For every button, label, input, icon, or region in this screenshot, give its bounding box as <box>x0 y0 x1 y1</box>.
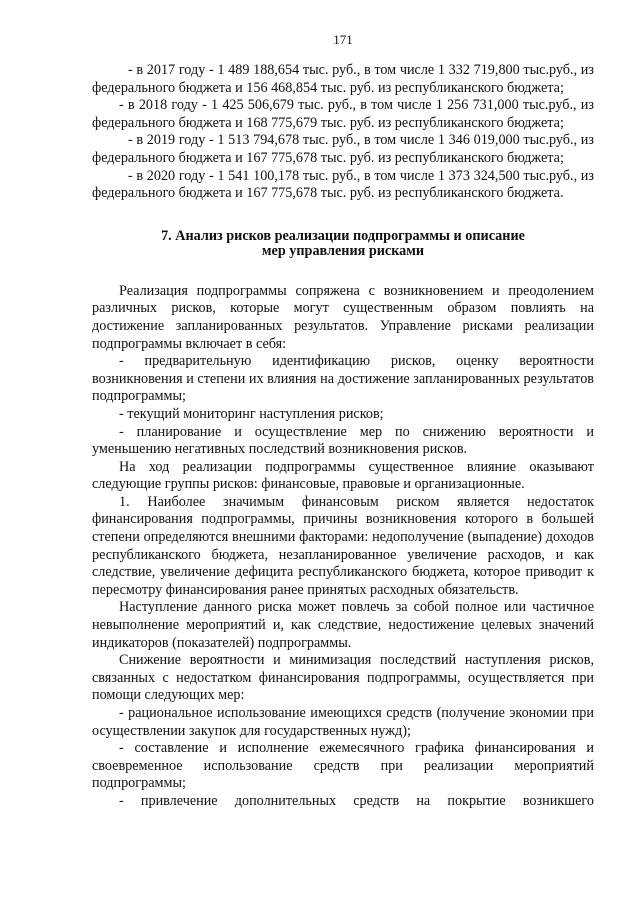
paragraph-consequences: Наступление данного риска может повлечь за собой полное или частичное невыполнение мероприятий и, как следствие, недостижение целевых значений индикаторов (показателей) подпрограммы. <box>92 599 594 651</box>
paragraph-financial-risk: 1. Наиболее значимым финансовым риском является недостаток финансирования подпрограммы, причины возникновения которого в большей степени определяются внешними факторами: недополучение (выпадение) доходов республиканского бюджета, незапланированное увеличение расходов, и как следствие, увеличение дефицита республиканского бюджета, которое приводит к пересмотру финансирования ранее принятых расходных обязательств. <box>92 493 594 598</box>
budget-line-2019: - в 2019 году - 1 513 794,678 тыс. руб., в том числе 1 346 019,000 тыс.руб., из федерального бюджета и 167 775,678 тыс. руб. из республиканского бюджета; <box>92 132 594 166</box>
page-number: 171 <box>333 32 353 47</box>
paragraph-risk-groups: На ход реализации подпрограммы существенное влияние оказывают следующие группы рисков: финансовые, правовые и организационные. <box>92 458 594 493</box>
list-item-rational-use: - рациональное использование имеющихся средств (получение экономии при осуществлении закупок для государственных нужд); <box>92 705 594 739</box>
list-item-schedule: - составление и исполнение ежемесячного графика финансирования и своевременное использование средств при реализации мероприятий подпрограммы; <box>92 740 594 792</box>
list-item-planning: - планирование и осуществление мер по снижению вероятности и уменьшению негативных последствий возникновения рисков. <box>92 423 594 458</box>
list-item-monitoring: - текущий мониторинг наступления рисков; <box>119 405 384 422</box>
budget-line-2018: - в 2018 году - 1 425 506,679 тыс. руб., в том числе 1 256 731,000 тыс.руб., из федерального бюджета и 168 775,679 тыс. руб. из республиканского бюджета; <box>92 97 594 131</box>
section-heading-line-1: 7. Анализ рисков реализации подпрограммы и описание <box>161 227 525 244</box>
list-item-identification: - предварительную идентификацию рисков, оценку вероятности возникновения и степени их влияния на достижение запланированных результатов подпрограммы; <box>92 353 594 405</box>
section-heading-line-2: мер управления рисками <box>261 242 425 259</box>
list-item-additional-funds: - привлечение дополнительных средств на покрытие возникшего <box>119 792 594 809</box>
budget-line-2020: - в 2020 году - 1 541 100,178 тыс. руб., в том числе 1 373 324,500 тыс.руб., из федерального бюджета и 167 775,678 тыс. руб. из республиканского бюджета. <box>92 167 594 202</box>
budget-line-2017: - в 2017 году - 1 489 188,654 тыс. руб., в том числе 1 332 719,800 тыс.руб., из федерального бюджета и 156 468,854 тыс. руб. из республиканского бюджета; <box>92 62 594 96</box>
paragraph-mitigation: Снижение вероятности и минимизация последствий наступления рисков, связанных с недостатком финансирования подпрограммы, осуществляется при помощи следующих мер: <box>92 652 594 704</box>
paragraph-intro: Реализация подпрограммы сопряжена с возникновением и преодолением различных рисков, которые могут существенным образом повлиять на достижение запланированных результатов. Управление рисками реализации подпрограммы включает в себя: <box>92 282 594 352</box>
section-heading <box>92 229 594 259</box>
